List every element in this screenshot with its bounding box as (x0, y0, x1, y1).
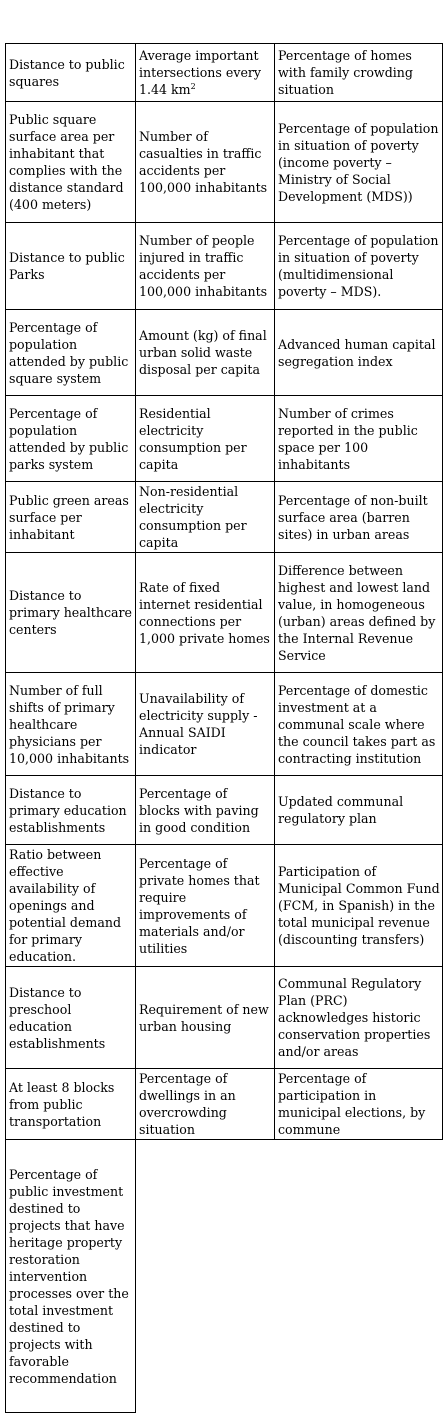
table-row (6, 776, 443, 845)
table-cell: Percentage of public investment destined to projects that have heritage property restoration intervention processes over the total investment destined to projects with favorable recommendation (6, 1140, 136, 1413)
table-cell: Distance to preschool education establishments (6, 967, 136, 1069)
table-cell: Updated communal regulatory plan (275, 776, 443, 845)
table-cell: Distance to public squares (6, 44, 136, 102)
table-cell: Percentage of private homes that require improvements of materials and/or utilities (136, 845, 275, 967)
table-cell: Difference between highest and lowest land value, in homogeneous (urban) areas defined by the Internal Revenue Service (275, 553, 443, 673)
table-cell: Percentage of homes with family crowding situation (275, 44, 443, 102)
table-cell: Number of people injured in traffic accidents per 100,000 inhabitants (136, 223, 275, 310)
superscript: 2 (190, 81, 196, 91)
table-row (6, 396, 443, 482)
table-cell: Number of casualties in traffic accidents per 100,000 inhabitants (136, 102, 275, 223)
table-cell: Percentage of dwellings in an overcrowding situation (136, 1069, 275, 1140)
table-cell: Communal Regulatory Plan (PRC) acknowledges historic conservation properties and/or areas (275, 967, 443, 1069)
table-cell: Distance to primary healthcare centers (6, 553, 136, 673)
table-cell: Percentage of domestic investment at a communal scale where the council takes part as contracting institution (275, 673, 443, 776)
table-cell: Amount (kg) of final urban solid waste disposal per capita (136, 310, 275, 396)
table-cell: Public square surface area per inhabitant that complies with the distance standard (400 meters) (6, 102, 136, 223)
table-cell (136, 44, 275, 102)
table-cell: Percentage of population in situation of poverty (income poverty –Ministry of Social Development (MDS)) (275, 102, 443, 223)
table-row (6, 44, 443, 102)
table-row (6, 102, 443, 223)
table-cell: Percentage of population attended by public square system (6, 310, 136, 396)
empty-cell (136, 1140, 275, 1413)
table-row (6, 223, 443, 310)
table-cell: Percentage of blocks with paving in good condition (136, 776, 275, 845)
table-cell: Rate of fixed internet residential connections per 1,000 private homes (136, 553, 275, 673)
indicator-table (5, 43, 443, 1413)
table-row (6, 1140, 443, 1413)
table-row (6, 553, 443, 673)
table-row (6, 967, 443, 1069)
table-row (6, 1069, 443, 1140)
table-cell: Number of crimes reported in the public space per 100 inhabitants (275, 396, 443, 482)
table-cell: Distance to primary education establishments (6, 776, 136, 845)
table-cell: Unavailability of electricity supply - Annual SAIDI indicator (136, 673, 275, 776)
table-cell: Distance to public Parks (6, 223, 136, 310)
table-cell: Non-residential electricity consumption per capita (136, 482, 275, 553)
table-cell: Number of full shifts of primary healthcare physicians per 10,000 inhabitants (6, 673, 136, 776)
table-cell: Public green areas surface per inhabitant (6, 482, 136, 553)
table-row (6, 482, 443, 553)
table-cell: Percentage of non-built surface area (barren sites) in urban areas (275, 482, 443, 553)
table-cell: Percentage of population in situation of poverty (multidimensional poverty – MDS). (275, 223, 443, 310)
table-row (6, 310, 443, 396)
table-cell: Percentage of participation in municipal elections, by commune (275, 1069, 443, 1140)
table-row (6, 673, 443, 776)
table-cell: Percentage of population attended by public parks system (6, 396, 136, 482)
table-row (6, 845, 443, 967)
table-cell: At least 8 blocks from public transportation (6, 1069, 136, 1140)
table-cell: Participation of Municipal Common Fund (FCM, in Spanish) in the total municipal revenue (discounting transfers) (275, 845, 443, 967)
table-cell: Ratio between effective availability of openings and potential demand for primary education. (6, 845, 136, 967)
cell-text: Average important intersections every 1.44 km (139, 48, 262, 97)
table-cell: Residential electricity consumption per capita (136, 396, 275, 482)
table-cell: Advanced human capital segregation index (275, 310, 443, 396)
empty-cell (275, 1140, 443, 1413)
table-cell: Requirement of new urban housing (136, 967, 275, 1069)
